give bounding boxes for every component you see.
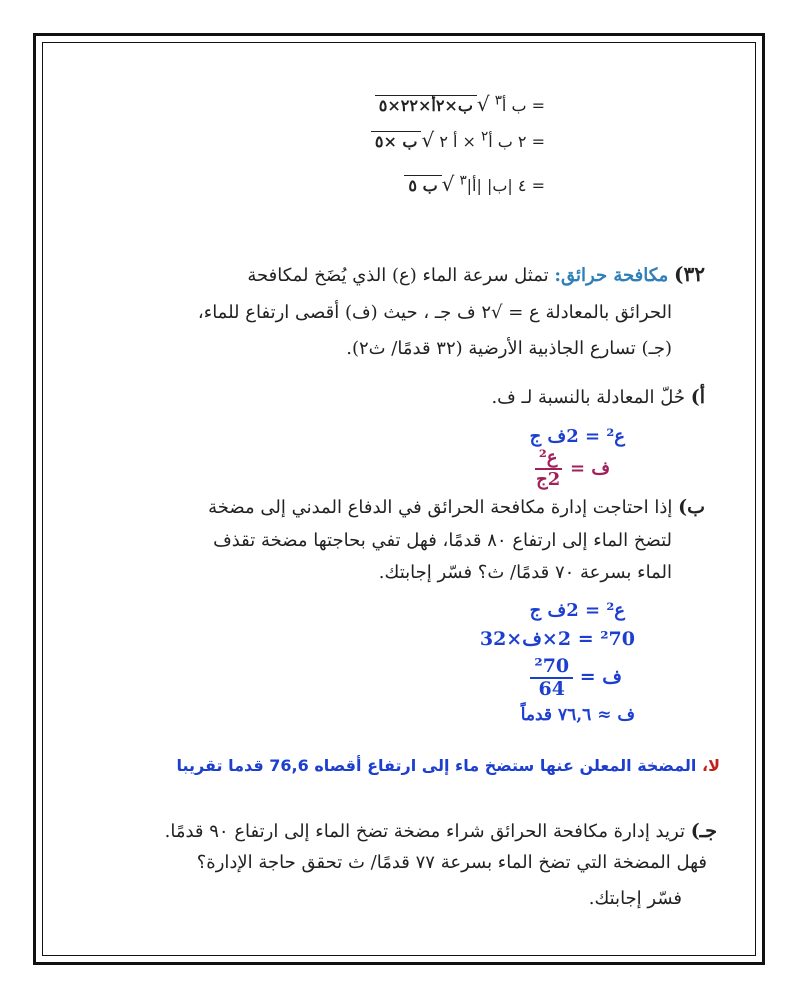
equation-2-radical: ب ×٥ xyxy=(371,131,422,151)
part-a-question xyxy=(491,386,705,409)
part-c-line-2 xyxy=(197,852,707,874)
part-c-line-3 xyxy=(589,888,682,910)
part-b-text-1: إذا احتاجت إدارة مكافحة الحرائق في الدفاع المدني إلى مضخة xyxy=(208,497,673,518)
part-b-line-2 xyxy=(213,530,672,552)
part-a-eq-1-text: ع² = 2ف ج xyxy=(529,426,625,447)
part-b-label: ب) xyxy=(678,496,705,518)
equation-2-lhs: = ٢ ب أ xyxy=(488,132,545,151)
problem-text-1: تمثل سرعة الماء (ع) الذي يُضَخ لمكافحة xyxy=(247,265,549,286)
part-b-eq-3-lhs: ف = xyxy=(579,665,622,688)
equation-line-2 xyxy=(371,128,545,152)
root-sign: √ xyxy=(421,128,435,152)
equation-2-exp: ٢ xyxy=(481,129,489,145)
equation-3-lhs: = ٤ |ب| |أ| xyxy=(466,176,545,195)
equation-3-radical: ب ٥ xyxy=(404,175,441,195)
answer-line xyxy=(176,756,720,775)
part-b-eq-4-text: ف ≈ ٧٦,٦ قدماً xyxy=(520,705,635,725)
equation-2-mid: × أ ٢ xyxy=(439,132,476,151)
part-a-label: أ) xyxy=(690,386,705,408)
part-c-text-3: فسّر إجابتك. xyxy=(588,888,682,909)
part-c-text-1: تريد إدارة مكافحة الحرائق شراء مضخة تضخ الماء إلى ارتفاع ٩٠ قدمًا. xyxy=(164,821,685,842)
equation-1-lhs: = ب أ xyxy=(501,96,545,115)
equation-line-3 xyxy=(404,172,545,196)
part-a-fraction-denominator: 2ج xyxy=(536,468,561,490)
root-sign: √ xyxy=(476,92,490,116)
part-a-text: حُلّ المعادلة بالنسبة لـ ف. xyxy=(491,387,685,408)
part-c-label: جـ) xyxy=(690,820,717,842)
part-b-line-3 xyxy=(379,562,672,584)
part-b-eq-3 xyxy=(530,656,622,700)
part-b-eq-2 xyxy=(480,628,635,650)
part-a-fraction-numerator: ع² xyxy=(535,448,562,470)
problem-title: مكافحة حرائق: xyxy=(554,265,669,286)
part-a-eq-1 xyxy=(530,426,625,447)
problem-line-1 xyxy=(247,262,705,287)
part-b-line-1 xyxy=(208,496,705,519)
part-c-text-2: فهل المضخة التي تضخ الماء بسرعة ٧٧ قدمًا/ ث تحقق حاجة الإدارة؟ xyxy=(196,852,707,873)
part-a-eq-2 xyxy=(532,448,610,490)
part-b-eq-1 xyxy=(530,600,625,621)
problem-line-3 xyxy=(346,338,672,360)
part-b-fraction-denominator: 64 xyxy=(538,677,565,700)
part-b-text-3: الماء بسرعة ٧٠ قدمًا/ ث؟ فسّر إجابتك. xyxy=(378,562,672,583)
equation-line-1 xyxy=(375,92,545,116)
part-b-eq-4 xyxy=(521,705,635,725)
answer-text: المضخة المعلن عنها ستضخ ماء إلى ارتفاع أقصاه 76,6 قدما تقريبا xyxy=(176,756,697,775)
answer-prefix: لا، xyxy=(702,756,720,775)
problem-text-2: الحرائق بالمعادلة ع = √٢ ف جـ ، حيث (ف) أقصى ارتفاع للماء، xyxy=(197,302,672,323)
part-b-eq-2-text: ²70 = 2×ف×32 xyxy=(479,628,635,650)
part-b-fraction xyxy=(530,656,573,700)
problem-text-3: (جـ) تسارع الجاذبية الأرضية (٣٢ قدمًا/ ث٢). xyxy=(346,338,672,359)
root-sign: √ xyxy=(441,172,455,196)
equation-3-exp: ٣ xyxy=(459,173,467,189)
problem-number: ٣٢) xyxy=(674,262,705,286)
problem-line-2 xyxy=(198,302,672,324)
part-c-line-1 xyxy=(165,820,717,843)
part-a-fraction xyxy=(532,448,564,490)
part-b-text-2: لتضخ الماء إلى ارتفاع ٨٠ قدمًا، فهل تفي بحاجتها مضخة تقذف xyxy=(213,530,672,551)
part-a-eq-2-lhs: ف = xyxy=(569,457,610,479)
part-b-eq-1-text: ع² = 2ف ج xyxy=(529,600,625,621)
equation-1-exp: ٣ xyxy=(494,93,502,109)
equation-1-radical: ب×٢أ×٢٢×٥ xyxy=(375,95,477,115)
part-b-fraction-numerator: ²70 xyxy=(530,656,573,679)
